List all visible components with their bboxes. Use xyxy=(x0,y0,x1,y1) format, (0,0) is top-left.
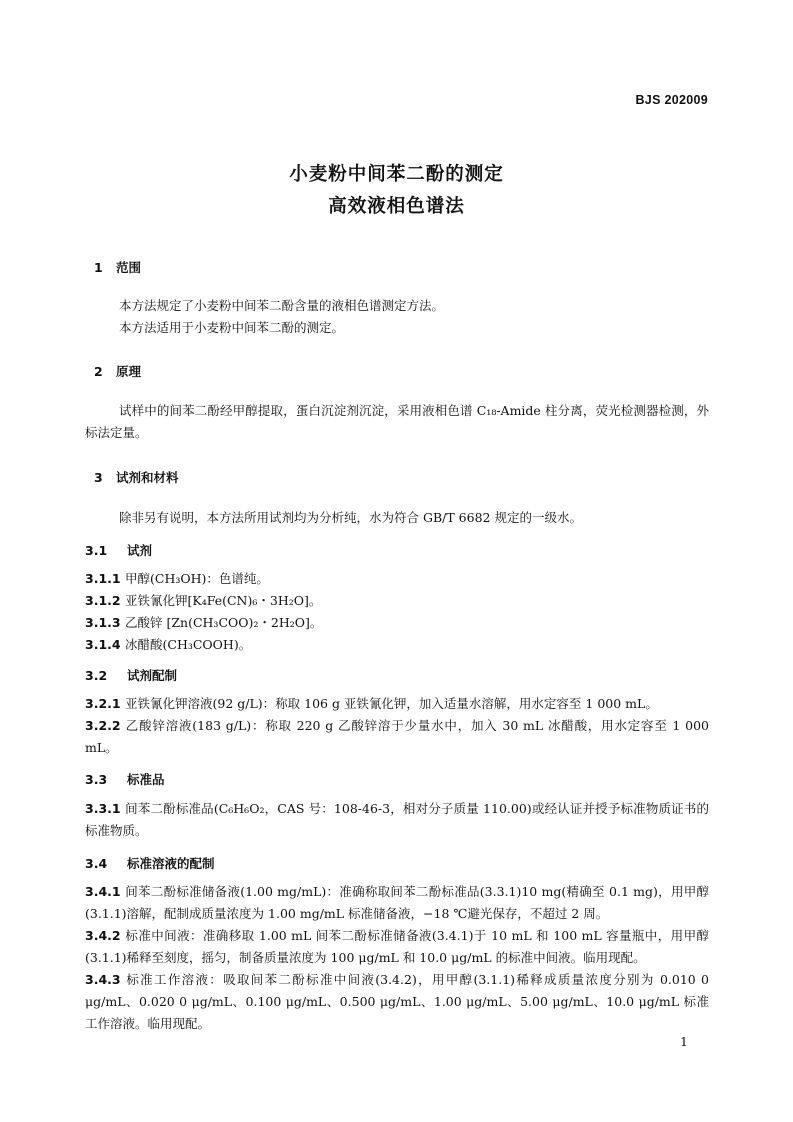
subsection-number: 3.3 xyxy=(85,772,108,787)
subsection-title: 试剂配制 xyxy=(127,668,178,683)
section-heading-1 xyxy=(94,258,141,276)
clause-number: 3.4.1 xyxy=(85,884,121,899)
document-subtitle: 高效液相色谱法 xyxy=(328,196,465,217)
standard-number: BJS 202009 xyxy=(635,93,708,107)
clause-number: 3.2.1 xyxy=(85,696,121,711)
subsection-number: 3.1 xyxy=(85,543,108,558)
clause xyxy=(85,590,709,612)
clause-text: 间苯二酚标准品(C₆H₆O₂，CAS 号：108-46-3，相对分子质量 110.00)或经认证并授予标准物质证书的标准物质。 xyxy=(85,801,709,838)
section-number: 2 xyxy=(94,364,103,379)
subsection-heading-3-1 xyxy=(85,541,152,559)
section-number: 3 xyxy=(94,470,103,485)
clause-text: 标准工作溶液：吸取间苯二酚标准中间液(3.4.2)，用甲醇(3.1.1)稀释成质量浓度分别为 0.010 0 μg/mL、0.020 0 μg/mL、0.100 μg/mL、0.500 μg/mL、1.00 μg/mL、5.00 μg/mL、10.0 μg/mL 标准工作溶液。临用现配。 xyxy=(85,972,709,1031)
clause-number: 3.4.3 xyxy=(85,972,121,987)
clause xyxy=(85,693,709,715)
clause-number: 3.4.2 xyxy=(85,928,121,943)
paragraph: 试样中的间苯二酚经甲醇提取，蛋白沉淀剂沉淀，采用液相色谱 C₁₈-Amide 柱分离，荧光检测器检测，外标法定量。 xyxy=(85,403,709,440)
clause xyxy=(85,612,709,634)
section-heading-2 xyxy=(94,362,141,380)
clause xyxy=(85,969,709,1035)
clause-number: 3.2.2 xyxy=(85,718,121,733)
subsection-heading-3-3 xyxy=(85,770,165,788)
clause-text: 亚铁氰化钾[K₄Fe(CN)₆・3H₂O]。 xyxy=(125,593,322,608)
clause-text: 冰醋酸(CH₃COOH)。 xyxy=(125,637,252,652)
clause-number: 3.1.2 xyxy=(85,593,121,608)
clause-number: 3.1.4 xyxy=(85,637,121,652)
paragraph: 除非另有说明，本方法所用试剂均为分析纯，水为符合 GB/T 6682 规定的一级水。 xyxy=(119,510,582,525)
clause-number: 3.3.1 xyxy=(85,801,121,816)
document-title: 小麦粉中间苯二酚的测定 xyxy=(289,164,504,185)
subsection-heading-3-4 xyxy=(85,854,215,872)
section-title: 范围 xyxy=(116,260,142,275)
clause-text: 乙酸锌 [Zn(CH₃COO)₂・2H₂O]。 xyxy=(125,615,323,630)
section-title: 原理 xyxy=(116,364,142,379)
clause-text: 标准中间液：准确移取 1.00 mL 间苯二酚标准储备液(3.4.1)于 10 mL 和 100 mL 容量瓶中，用甲醇(3.1.1)稀释至刻度，摇匀，制备质量浓度为 100 μg/mL 和 10.0 μg/mL 的标准中间液。临用现配。 xyxy=(85,928,709,965)
subsection-title: 标准溶液的配制 xyxy=(127,856,215,871)
clause-text: 间苯二酚标准储备液(1.00 mg/mL)：准确称取间苯二酚标准品(3.3.1)10 mg(精确至 0.1 mg)，用甲醇(3.1.1)溶解，配制成质量浓度为 1.00 mg/mL 标准储备液，−18 ℃避光保存，不超过 2 周。 xyxy=(85,884,709,921)
section-number: 1 xyxy=(94,260,103,275)
paragraph: 本方法规定了小麦粉中间苯二酚含量的液相色谱测定方法。 xyxy=(119,298,445,313)
clause-number: 3.1.1 xyxy=(85,571,121,586)
clause-text: 亚铁氰化钾溶液(92 g/L)：称取 106 g 亚铁氰化钾，加入适量水溶解，用水定容至 1 000 mL。 xyxy=(125,696,658,711)
clause xyxy=(85,715,709,759)
clause xyxy=(85,798,709,842)
subsection-title: 试剂 xyxy=(127,543,153,558)
clause xyxy=(85,925,709,969)
subsection-number: 3.2 xyxy=(85,668,108,683)
page-number: 1 xyxy=(680,1034,688,1049)
clause xyxy=(85,568,709,590)
clause xyxy=(85,881,709,925)
subsection-number: 3.4 xyxy=(85,856,108,871)
section-title: 试剂和材料 xyxy=(116,470,179,485)
clause xyxy=(85,634,709,656)
subsection-title: 标准品 xyxy=(127,772,165,787)
clause-number: 3.1.3 xyxy=(85,615,121,630)
clause-text: 乙酸锌溶液(183 g/L)：称取 220 g 乙酸锌溶于少量水中，加入 30 mL 冰醋酸，用水定容至 1 000 mL。 xyxy=(85,718,709,755)
subsection-heading-3-2 xyxy=(85,666,177,684)
section-heading-3 xyxy=(94,468,179,486)
paragraph: 本方法适用于小麦粉中间苯二酚的测定。 xyxy=(119,320,345,335)
clause-text: 甲醇(CH₃OH)：色谱纯。 xyxy=(125,571,269,586)
